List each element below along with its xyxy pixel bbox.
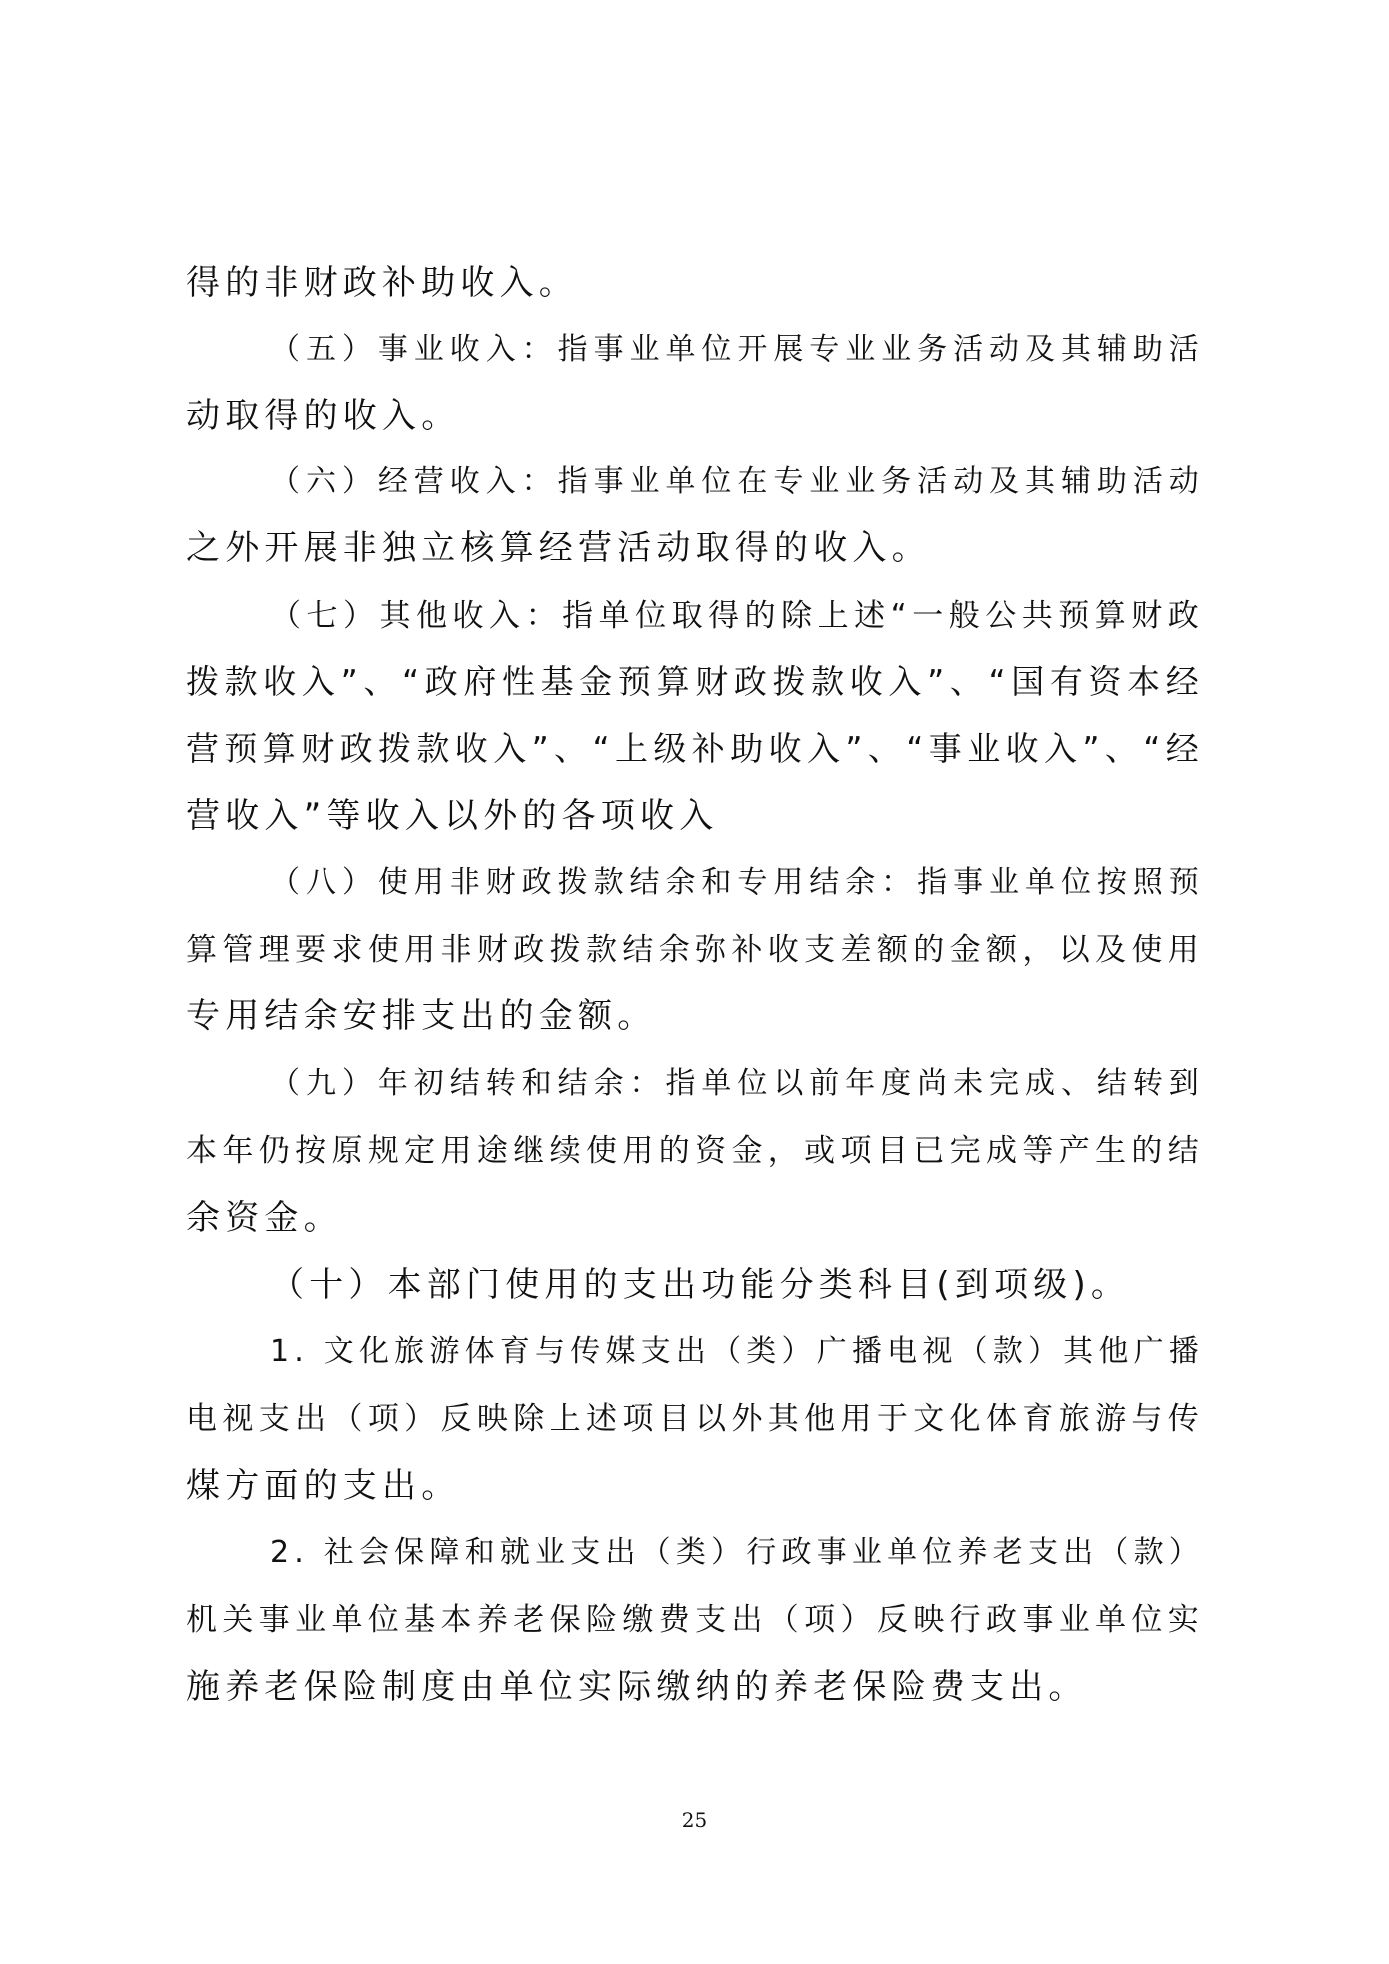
text-line: （十）本部门使用的支出功能分类科目(到项级)。 [270,1265,1131,1305]
text-line: 2. 社会保障和就业支出（类）行政事业单位养老支出（款） [270,1535,1204,1570]
text-line: （九）年初结转和结余：指单位以前年度尚未完成、结转到 [270,1066,1204,1101]
text-line: 煤方面的支出。 [186,1466,461,1506]
text-line: （八）使用非财政拨款结余和专用结余：指事业单位按照预 [270,865,1204,900]
text-line: 施养老保险制度由单位实际缴纳的养老保险费支出。 [186,1667,1088,1707]
text-line: 余资金。 [186,1198,343,1238]
text-line: 电视支出（项）反映除上述项目以外其他用于文化体育旅游与传 [186,1401,1204,1437]
text-line: 拨款收入”、“政府性基金预算财政拨款收入”、“国有资本经 [186,662,1204,701]
text-line: 营收入”等收入以外的各项收入 [186,796,719,836]
text-line: 之外开展非独立核算经营活动取得的收入。 [186,528,931,568]
text-line: （七）其他收入：指单位取得的除上述“一般公共预算财政 [270,598,1204,634]
text-line: 算管理要求使用非财政拨款结余弥补收支差额的金额，以及使用 [186,932,1204,968]
text-line: 专用结余安排支出的金额。 [186,996,657,1036]
text-line: 机关事业单位基本养老保险缴费支出（项）反映行政事业单位实 [186,1602,1204,1638]
text-line: 得的非财政补助收入。 [186,263,578,303]
page-number: 25 [681,1808,708,1832]
text-line: 营预算财政拨款收入”、“上级补助收入”、“事业收入”、“经 [186,729,1204,768]
text-line: 本年仍按原规定用途继续使用的资金，或项目已完成等产生的结 [186,1133,1204,1169]
text-line: 1. 文化旅游体育与传媒支出（类）广播电视（款）其他广播 [270,1334,1204,1369]
text-line: （五）事业收入：指事业单位开展专业业务活动及其辅助活 [270,332,1204,367]
text-line: 动取得的收入。 [186,396,461,436]
text-line: （六）经营收入：指事业单位在专业业务活动及其辅助活动 [270,464,1204,499]
